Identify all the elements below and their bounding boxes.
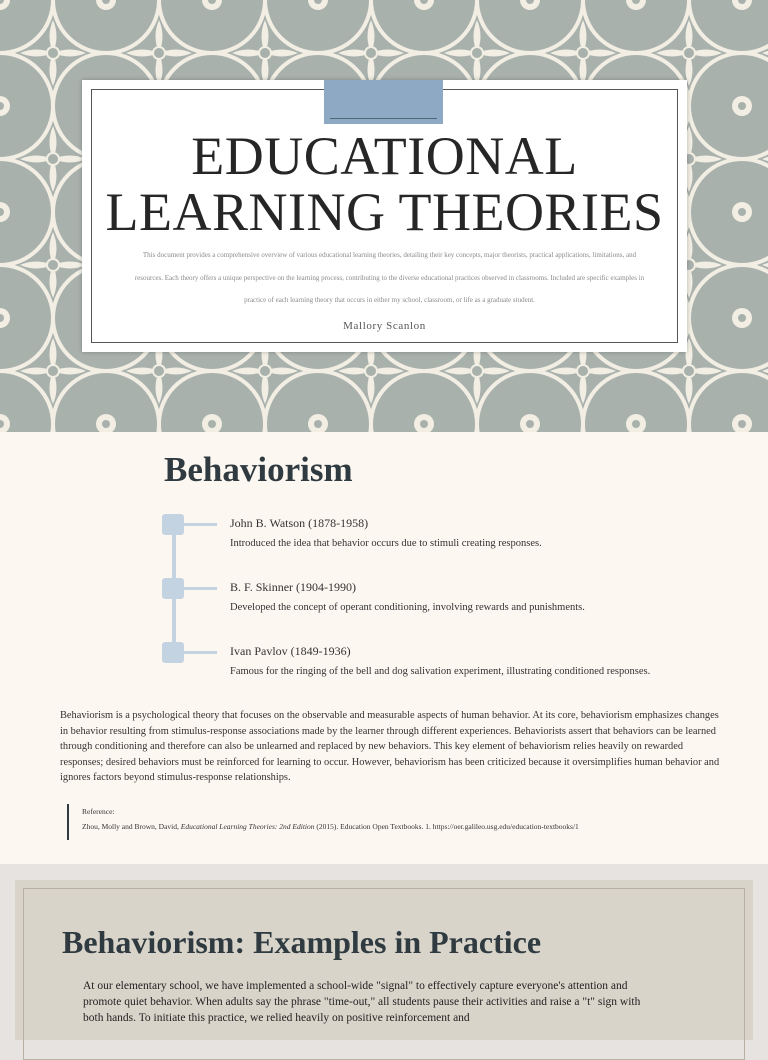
timeline-node [162, 642, 184, 663]
theorist-detail: Developed the concept of operant conditioning, involving rewards and punishments. [230, 602, 585, 613]
reference-authors: Zhou, Molly and Brown, David, [82, 822, 181, 831]
timeline-node [162, 578, 184, 599]
timeline-connector [184, 651, 217, 654]
reference-book-title: Educational Learning Theories: 2nd Edition [180, 822, 315, 831]
reference-label: Reference: [82, 807, 115, 816]
behaviorism-heading: Behaviorism [164, 450, 353, 489]
timeline-node [162, 514, 184, 535]
examples-heading: Behaviorism: Examples in Practice [62, 924, 542, 960]
timeline-item-watson [0, 514, 768, 554]
theorist-detail: Introduced the idea that behavior occurs due to stimuli creating responses. [230, 538, 542, 549]
timeline-item-pavlov [0, 642, 768, 682]
theorist-name: Ivan Pavlov (1849-1936) [230, 644, 351, 658]
title-card [82, 80, 687, 352]
theorist-detail: Famous for the ringing of the bell and dog salivation experiment, illustrating conditioned responses. [230, 666, 651, 677]
examples-paragraph: At our elementary school, we have implemented a school-wide "signal" to effectively capture everyone's attention and promote quiet behavior. When adults say the phrase "time-out," all students pause their activities and raise a "t" sign with both hands. To initiate this practice, we relied heavily on positive reinforcement and [83, 980, 641, 1024]
reference-publication: (2015). Education Open Textbooks. 1. https://oer.galileo.usg.edu/education-textbooks/1 [314, 822, 579, 831]
behaviorism-paragraph: Behaviorism is a psychological theory that focuses on the observable and measurable aspects of human behavior. At its core, behaviorism emphasizes changes in behavior resulting from stimulus-response associations made by the learner through different experiences. Behaviorists assert that behaviors can be learned through conditioning and therefore can also be unlearned and replaced by new behaviors. This key element of behaviorism relies heavily on rewarded responses; desired behaviors must be reinforced for learning to occur. However, behaviorism has been criticized because it oversimplifies human behavior and ignores factors beyond stimulus-response relationships. [60, 710, 720, 783]
reference-block [67, 804, 579, 840]
timeline-item-skinner [0, 578, 768, 618]
theorist-name: B. F. Skinner (1904-1990) [230, 580, 357, 594]
timeline-connector [184, 587, 217, 590]
title-slide [0, 0, 768, 432]
title-accent-tab [324, 80, 443, 124]
theorist-name: John B. Watson (1878-1958) [230, 516, 369, 530]
examples-frame [23, 888, 745, 1060]
examples-slide [15, 880, 753, 1040]
reference-citation [82, 819, 579, 835]
behaviorism-slide [0, 432, 768, 864]
timeline-connector [184, 523, 217, 526]
document-title: EDUCATIONAL LEARNING THEORIES [105, 126, 664, 242]
document-author: Mallory Scanlon [343, 320, 426, 332]
document-description: This document provides a comprehensive overview of various educational learning theories, detailing their key concepts, major theorists, practical applications, limitations, and resources. Each theory offers a unique perspective on the learning process, contributing to the diverse educational practices observed in classrooms. Included are specific examples in practice of each learning theory that occurs in either my school, classroom, or life as a graduate student. [134, 251, 645, 304]
